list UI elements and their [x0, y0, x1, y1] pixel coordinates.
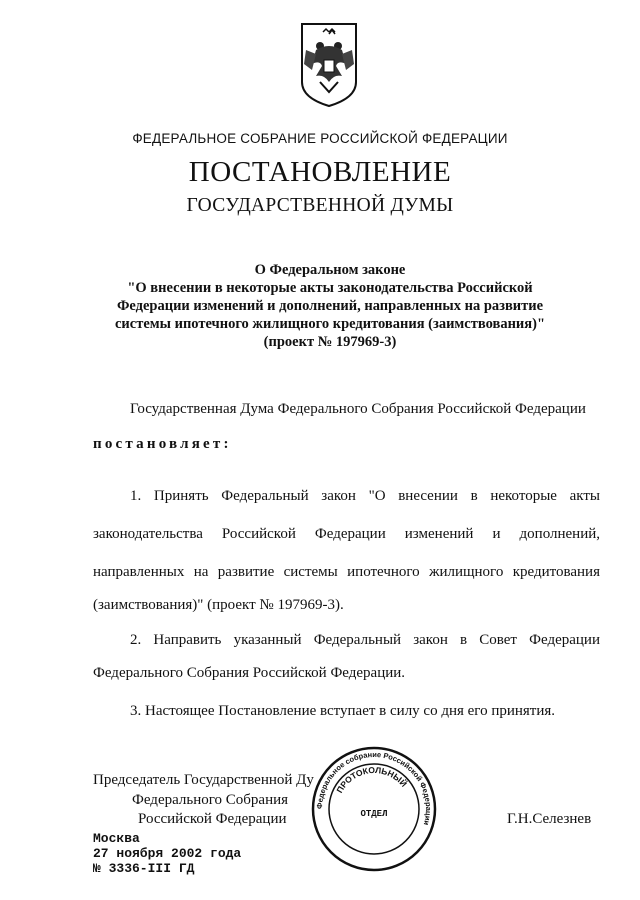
footer-city: Москва: [93, 831, 140, 846]
decree-word: постановляет:: [93, 436, 232, 452]
seal-stamp: [310, 745, 438, 873]
item-1-line: направленных на развитие системы ипотечного жилищного кредитования: [93, 564, 600, 580]
document-title: ПОСТАНОВЛЕНИЕ: [188, 156, 452, 188]
footer-date: 27 ноября 2002 года: [93, 846, 242, 861]
signatory-name: Г.Н.Селезнев: [507, 811, 592, 827]
state-emblem-icon: [298, 20, 360, 108]
preamble: Государственная Дума Федерального Собрания Российской Федерации: [130, 401, 586, 417]
subject-line: "О внесении в некоторые акты законодательства Российской: [127, 280, 533, 296]
svg-text:ПРОТОКОЛЬНЫЙ: [334, 765, 409, 795]
item-2-line: Федерального Собрания Российской Федерации.: [93, 665, 406, 681]
item-2-line: 2. Направить указанный Федеральный закон в Совет Федерации: [130, 632, 600, 648]
subject-line: Федерации изменений и дополнений, направленных на развитие: [116, 298, 544, 314]
signature-title: Федерального Собрания: [132, 792, 289, 808]
seal-inner-text: ПРОТОКОЛЬНЫЙ: [334, 764, 410, 795]
document-subtitle: ГОСУДАРСТВЕННОЙ ДУМЫ: [186, 195, 454, 216]
signature-title: Российской Федерации: [138, 811, 287, 827]
item-1-line: законодательства Российской Федерации изменений и дополнений,: [93, 526, 600, 542]
item-1-line: 1. Принять Федеральный закон "О внесении в некоторые акты: [130, 488, 600, 504]
seal-outer-text: Федеральное собрание Российской Федерации: [314, 749, 434, 827]
item-1-line: (заимствования)" (проект № 197969-3).: [93, 597, 344, 613]
subject-line: (проект № 197969-3): [263, 334, 397, 350]
footer-number: № 3336-III ГД: [93, 861, 195, 876]
subject-line: О Федеральном законе: [254, 262, 406, 278]
item-3: 3. Настоящее Постановление вступает в силу со дня его принятия.: [130, 703, 556, 719]
seal-center-text: ОТДЕЛ: [360, 809, 388, 819]
subject-line: системы ипотечного жилищного кредитования (заимствования)": [114, 316, 545, 332]
signature-title: Председатель Государственной Ду: [93, 772, 314, 788]
assembly-heading: ФЕДЕРАЛЬНОЕ СОБРАНИЕ РОССИЙСКОЙ ФЕДЕРАЦИИ: [132, 131, 508, 146]
